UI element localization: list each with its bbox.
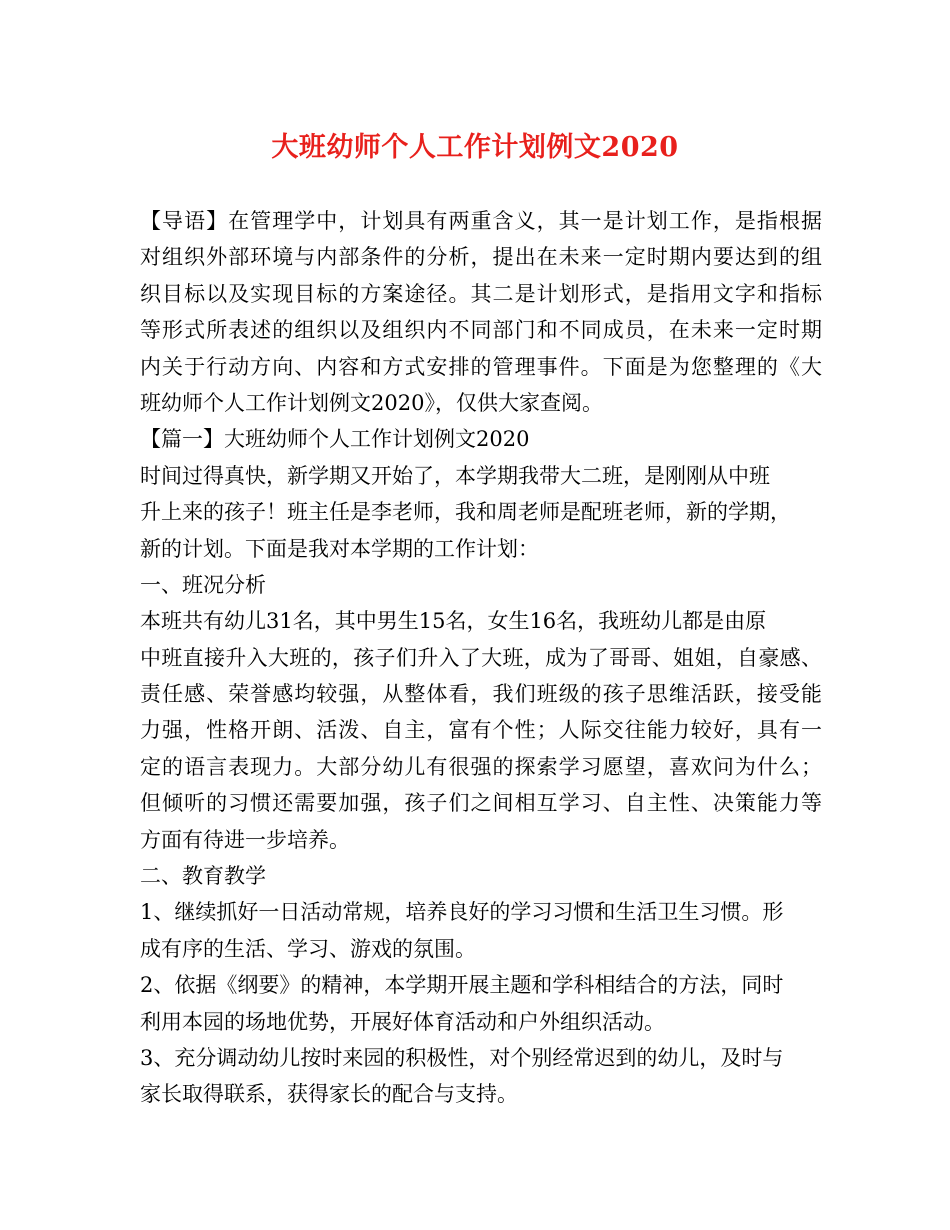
- text-line: 【篇一】大班幼师个人工作计划例文2020: [140, 427, 530, 452]
- text-line: 力强，性格开朗、活泼、自主，富有个性；人际交往能力较好，具有一: [140, 718, 822, 743]
- document-body: [140, 203, 822, 1113]
- text-line: 家长取得联系，获得家长的配合与支持。: [140, 1082, 518, 1107]
- text-line: 升上来的孩子！班主任是李老师，我和周老师是配班老师，新的学期，: [140, 500, 791, 525]
- text-line: 方面有待进一步培养。: [140, 827, 350, 852]
- text-line: 等形式所表述的组织以及组织内不同部门和不同成员，在未来一定时期: [140, 318, 822, 343]
- text-line: 班幼师个人工作计划例文2020》，仅供大家查阅。: [140, 390, 603, 415]
- text-line: 定的语言表现力。大部分幼儿有很强的探索学习愿望，喜欢问为什么；: [140, 754, 822, 779]
- text-line: 但倾听的习惯还需要加强，孩子们之间相互学习、自主性、决策能力等: [140, 791, 822, 816]
- text-line: 责任感、荣誉感均较强，从整体看，我们班级的孩子思维活跃，接受能: [140, 682, 822, 707]
- text-line: 中班直接升入大班的，孩子们升入了大班，成为了哥哥、姐姐，自豪感、: [140, 645, 822, 670]
- text-line: 内关于行动方向、内容和方式安排的管理事件。下面是为您整理的《大: [140, 354, 822, 379]
- text-line: 新的计划。下面是我对本学期的工作计划：: [140, 536, 539, 561]
- text-line: 成有序的生活、学习、游戏的氛围。: [140, 936, 476, 961]
- text-line: 织目标以及实现目标的方案途径。其二是计划形式，是指用文字和指标: [140, 281, 822, 306]
- text-line: 二、教育教学: [140, 864, 266, 889]
- text-line: 对组织外部环境与内部条件的分析，提出在未来一定时期内要达到的组: [140, 245, 822, 270]
- text-line: 时间过得真快，新学期又开始了，本学期我带大二班，是刚刚从中班: [140, 463, 770, 488]
- text-line: 3、充分调动幼儿按时来园的积极性，对个别经常迟到的幼儿，及时与: [140, 1045, 784, 1070]
- text-line: 利用本园的场地优势，开展好体育活动和户外组织活动。: [140, 1009, 665, 1034]
- text-line: 1、继续抓好一日活动常规，培养良好的学习习惯和生活卫生习惯。形: [140, 900, 784, 925]
- document-title: 大班幼师个人工作计划例文2020: [271, 132, 679, 163]
- text-line: 【导语】在管理学中，计划具有两重含义，其一是计划工作，是指根据: [140, 209, 822, 233]
- text-line: 本班共有幼儿31名，其中男生15名，女生16名，我班幼儿都是由原: [140, 609, 767, 634]
- text-line: 2、依据《纲要》的精神，本学期开展主题和学科相结合的方法，同时: [140, 973, 784, 998]
- text-line: 一、班况分析: [140, 572, 266, 597]
